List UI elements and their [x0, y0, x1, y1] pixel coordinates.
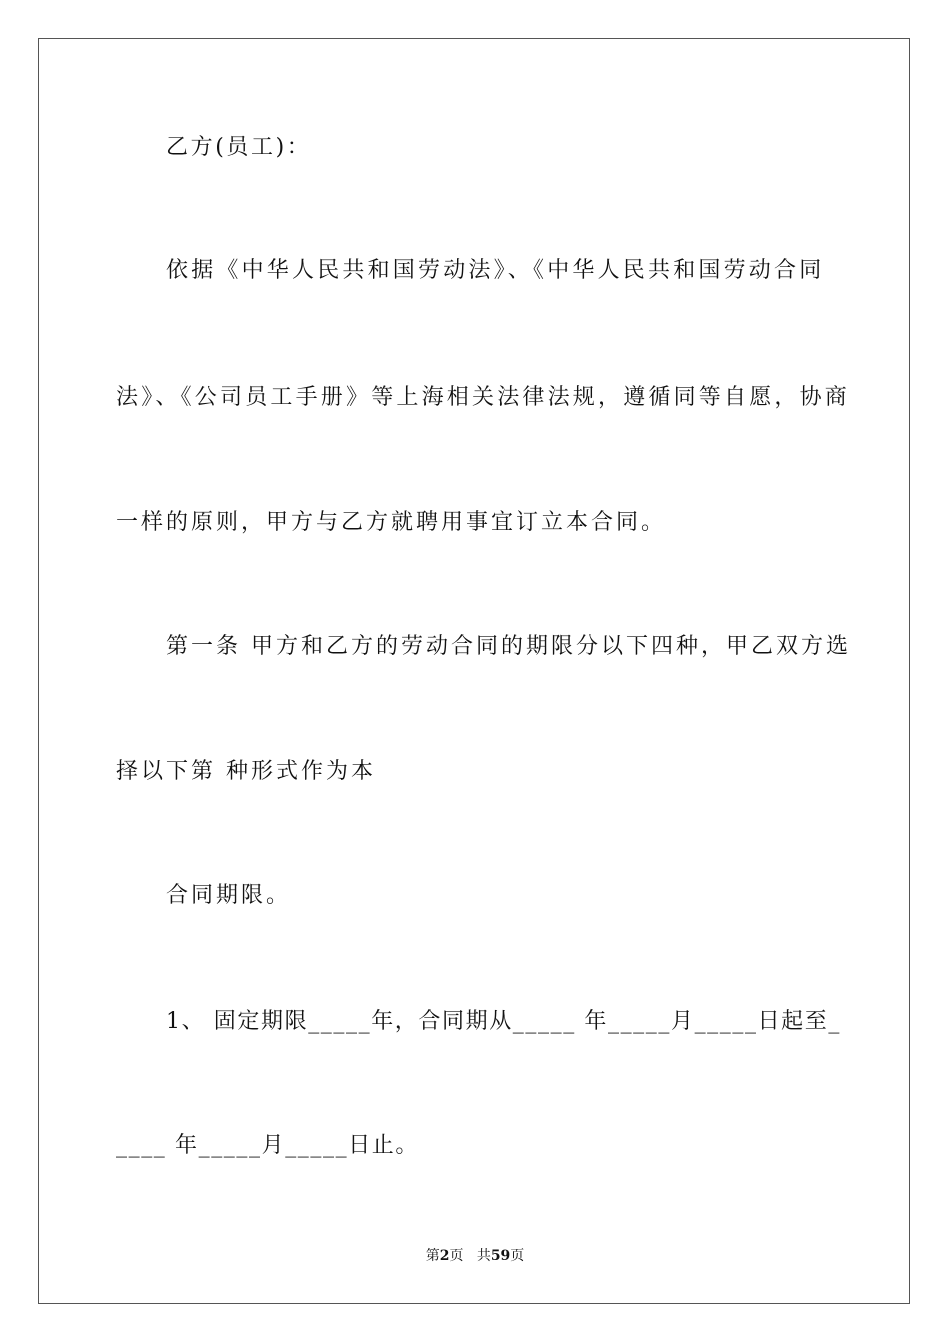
fixed-term-line-1: 1、 固定期限_____年，合同期从_____ 年_____月_____日起至_ — [166, 1009, 841, 1034]
page-number: 2 — [439, 1248, 450, 1264]
total-prefix: 共 — [476, 1248, 491, 1264]
article-one-line-2: 择以下第 种形式作为本 — [116, 759, 376, 784]
total-suffix: 页 — [510, 1248, 525, 1264]
paragraph-line-3: 一样的原则，甲方与乙方就聘用事宜订立本合同。 — [116, 510, 667, 535]
page-suffix: 页 — [449, 1248, 464, 1264]
fixed-term-line-2: ____ 年_____月_____日止。 — [116, 1133, 419, 1158]
article-one-line-3: 合同期限。 — [166, 883, 292, 908]
total-pages: 59 — [490, 1248, 511, 1264]
page-border — [38, 38, 910, 1304]
page-prefix: 第 — [425, 1248, 440, 1264]
article-one-line-1: 第一条 甲方和乙方的劳动合同的期限分以下四种，甲乙双方选 — [166, 634, 851, 659]
paragraph-line-1: 依据《中华人民共和国劳动法》、《中华人民共和国劳动合同 — [166, 258, 825, 283]
page-footer — [0, 1247, 950, 1265]
party-b-line: 乙方(员工)： — [166, 135, 312, 160]
paragraph-line-2: 法》、《公司员工手册》等上海相关法律法规，遵循同等自愿，协商 — [116, 385, 851, 410]
